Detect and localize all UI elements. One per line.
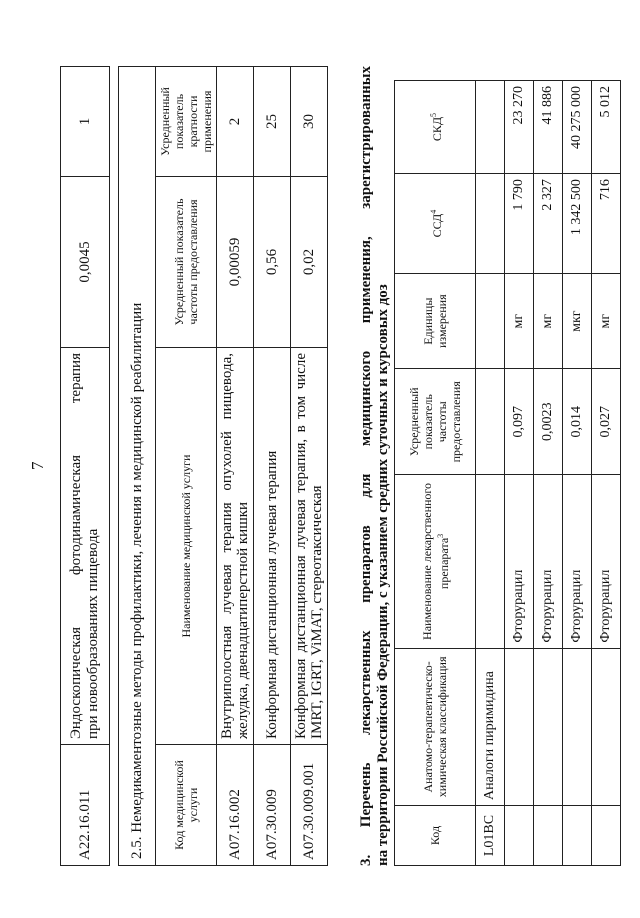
service-name: Конформная дистанционная лучевая терапия, в том числе IMRT, IGRT, ViMAT, стереотаксическая bbox=[291, 348, 328, 745]
ssd-value: 2 327 bbox=[534, 174, 563, 274]
footnote-mark: 5 bbox=[428, 112, 438, 117]
header-code: Код медицинской услуги bbox=[156, 745, 217, 866]
drug-name: Фторурацил bbox=[534, 475, 563, 648]
skd-value: 40 275 000 bbox=[563, 81, 592, 174]
header-code: Код bbox=[395, 806, 476, 866]
frequency-value: 0,0023 bbox=[534, 369, 563, 475]
frequency-value: 0,014 bbox=[563, 369, 592, 475]
frequency-value: 0,0045 bbox=[61, 177, 110, 348]
service-code: A22.16.011 bbox=[61, 745, 110, 866]
footnote-mark: 3 bbox=[435, 533, 445, 538]
header-units: Единицы измерения bbox=[395, 274, 476, 369]
header-frequency: Усредненный показатель частоты предоставления bbox=[156, 177, 217, 348]
table-row bbox=[592, 81, 621, 866]
header-multiplicity: Усредненный показатель кратности применения bbox=[156, 67, 217, 177]
service-name-line2: при новообразованиях пищевода bbox=[85, 528, 101, 739]
frequency-value: 0,00059 bbox=[217, 177, 254, 348]
header-row bbox=[156, 67, 217, 866]
drug-name: Фторурацил bbox=[505, 475, 534, 648]
multiplicity-value: 1 bbox=[61, 67, 110, 177]
section-3-title-line2: на территории Российской Федерации, с указанием средних суточных и курсовых доз bbox=[375, 284, 391, 866]
table-row bbox=[505, 81, 534, 866]
section-title: 2.5. Немедикаментозные методы профилактики, лечения и медицинской реабилитации bbox=[119, 67, 156, 866]
unit-value: мг bbox=[505, 274, 534, 369]
drugs-table bbox=[394, 80, 621, 866]
header-skd: СКД$^5$ bbox=[395, 81, 476, 174]
service-code: A07.16.002 bbox=[217, 745, 254, 866]
non-drug-methods-table bbox=[118, 66, 328, 866]
ssd-value: 1 342 500 bbox=[563, 174, 592, 274]
page-number: 7 bbox=[28, 461, 47, 470]
service-name-word: Эндоскопическая bbox=[68, 626, 84, 739]
unit-value: мкг bbox=[563, 274, 592, 369]
header-ssd: ССД$^4$ bbox=[395, 174, 476, 274]
service-name-word: терапия bbox=[68, 353, 84, 404]
table-row bbox=[61, 67, 110, 866]
drug-name: Фторурацил bbox=[563, 475, 592, 648]
skd-value: 23 270 bbox=[505, 81, 534, 174]
section-3-heading bbox=[358, 66, 392, 866]
table-row bbox=[534, 81, 563, 866]
group-row bbox=[476, 81, 505, 866]
header-frequency: Усредненный показатель частоты предоставления bbox=[395, 369, 476, 475]
service-code: A07.30.009.001 bbox=[291, 745, 328, 866]
table-row bbox=[291, 67, 328, 866]
multiplicity-value: 2 bbox=[217, 67, 254, 177]
frequency-value: 0,56 bbox=[254, 177, 291, 348]
service-name bbox=[61, 348, 110, 745]
service-code: A07.30.009 bbox=[254, 745, 291, 866]
ssd-value: 716 bbox=[592, 174, 621, 274]
table-row bbox=[217, 67, 254, 866]
service-name: Конформная дистанционная лучевая терапия bbox=[254, 348, 291, 745]
section-title-row bbox=[119, 67, 156, 866]
header-drug: Наименование лекарственного препарата$^3$ bbox=[395, 475, 476, 648]
unit-value: мг bbox=[592, 274, 621, 369]
skd-value: 41 886 bbox=[534, 81, 563, 174]
skd-value: 5 012 bbox=[592, 81, 621, 174]
unit-value: мг bbox=[534, 274, 563, 369]
continuation-table bbox=[60, 66, 110, 866]
header-atc: Анатомо-терапевтическо-химическая классификация bbox=[395, 648, 476, 805]
table-row bbox=[563, 81, 592, 866]
atc-group-name: Аналоги пиримидина bbox=[476, 648, 505, 805]
table-row bbox=[254, 67, 291, 866]
header-row bbox=[395, 81, 476, 866]
atc-code: L01BC bbox=[476, 806, 505, 866]
service-name: Внутриполостная лучевая терапия опухолей пищевода, желудка, двенадцатиперстной кишки bbox=[217, 348, 254, 745]
header-name: Наименование медицинской услуги bbox=[156, 348, 217, 745]
frequency-value: 0,02 bbox=[291, 177, 328, 348]
section-3-title-line1: 3. Перечень лекарственных препаратов для медицинского применения, зарегистрированных bbox=[358, 66, 374, 866]
frequency-value: 0,027 bbox=[592, 369, 621, 475]
service-name-word: фотодинамическая bbox=[68, 454, 84, 576]
frequency-value: 0,097 bbox=[505, 369, 534, 475]
multiplicity-value: 30 bbox=[291, 67, 328, 177]
footnote-mark: 4 bbox=[428, 209, 438, 214]
ssd-value: 1 790 bbox=[505, 174, 534, 274]
drug-name: Фторурацил bbox=[592, 475, 621, 648]
multiplicity-value: 25 bbox=[254, 67, 291, 177]
